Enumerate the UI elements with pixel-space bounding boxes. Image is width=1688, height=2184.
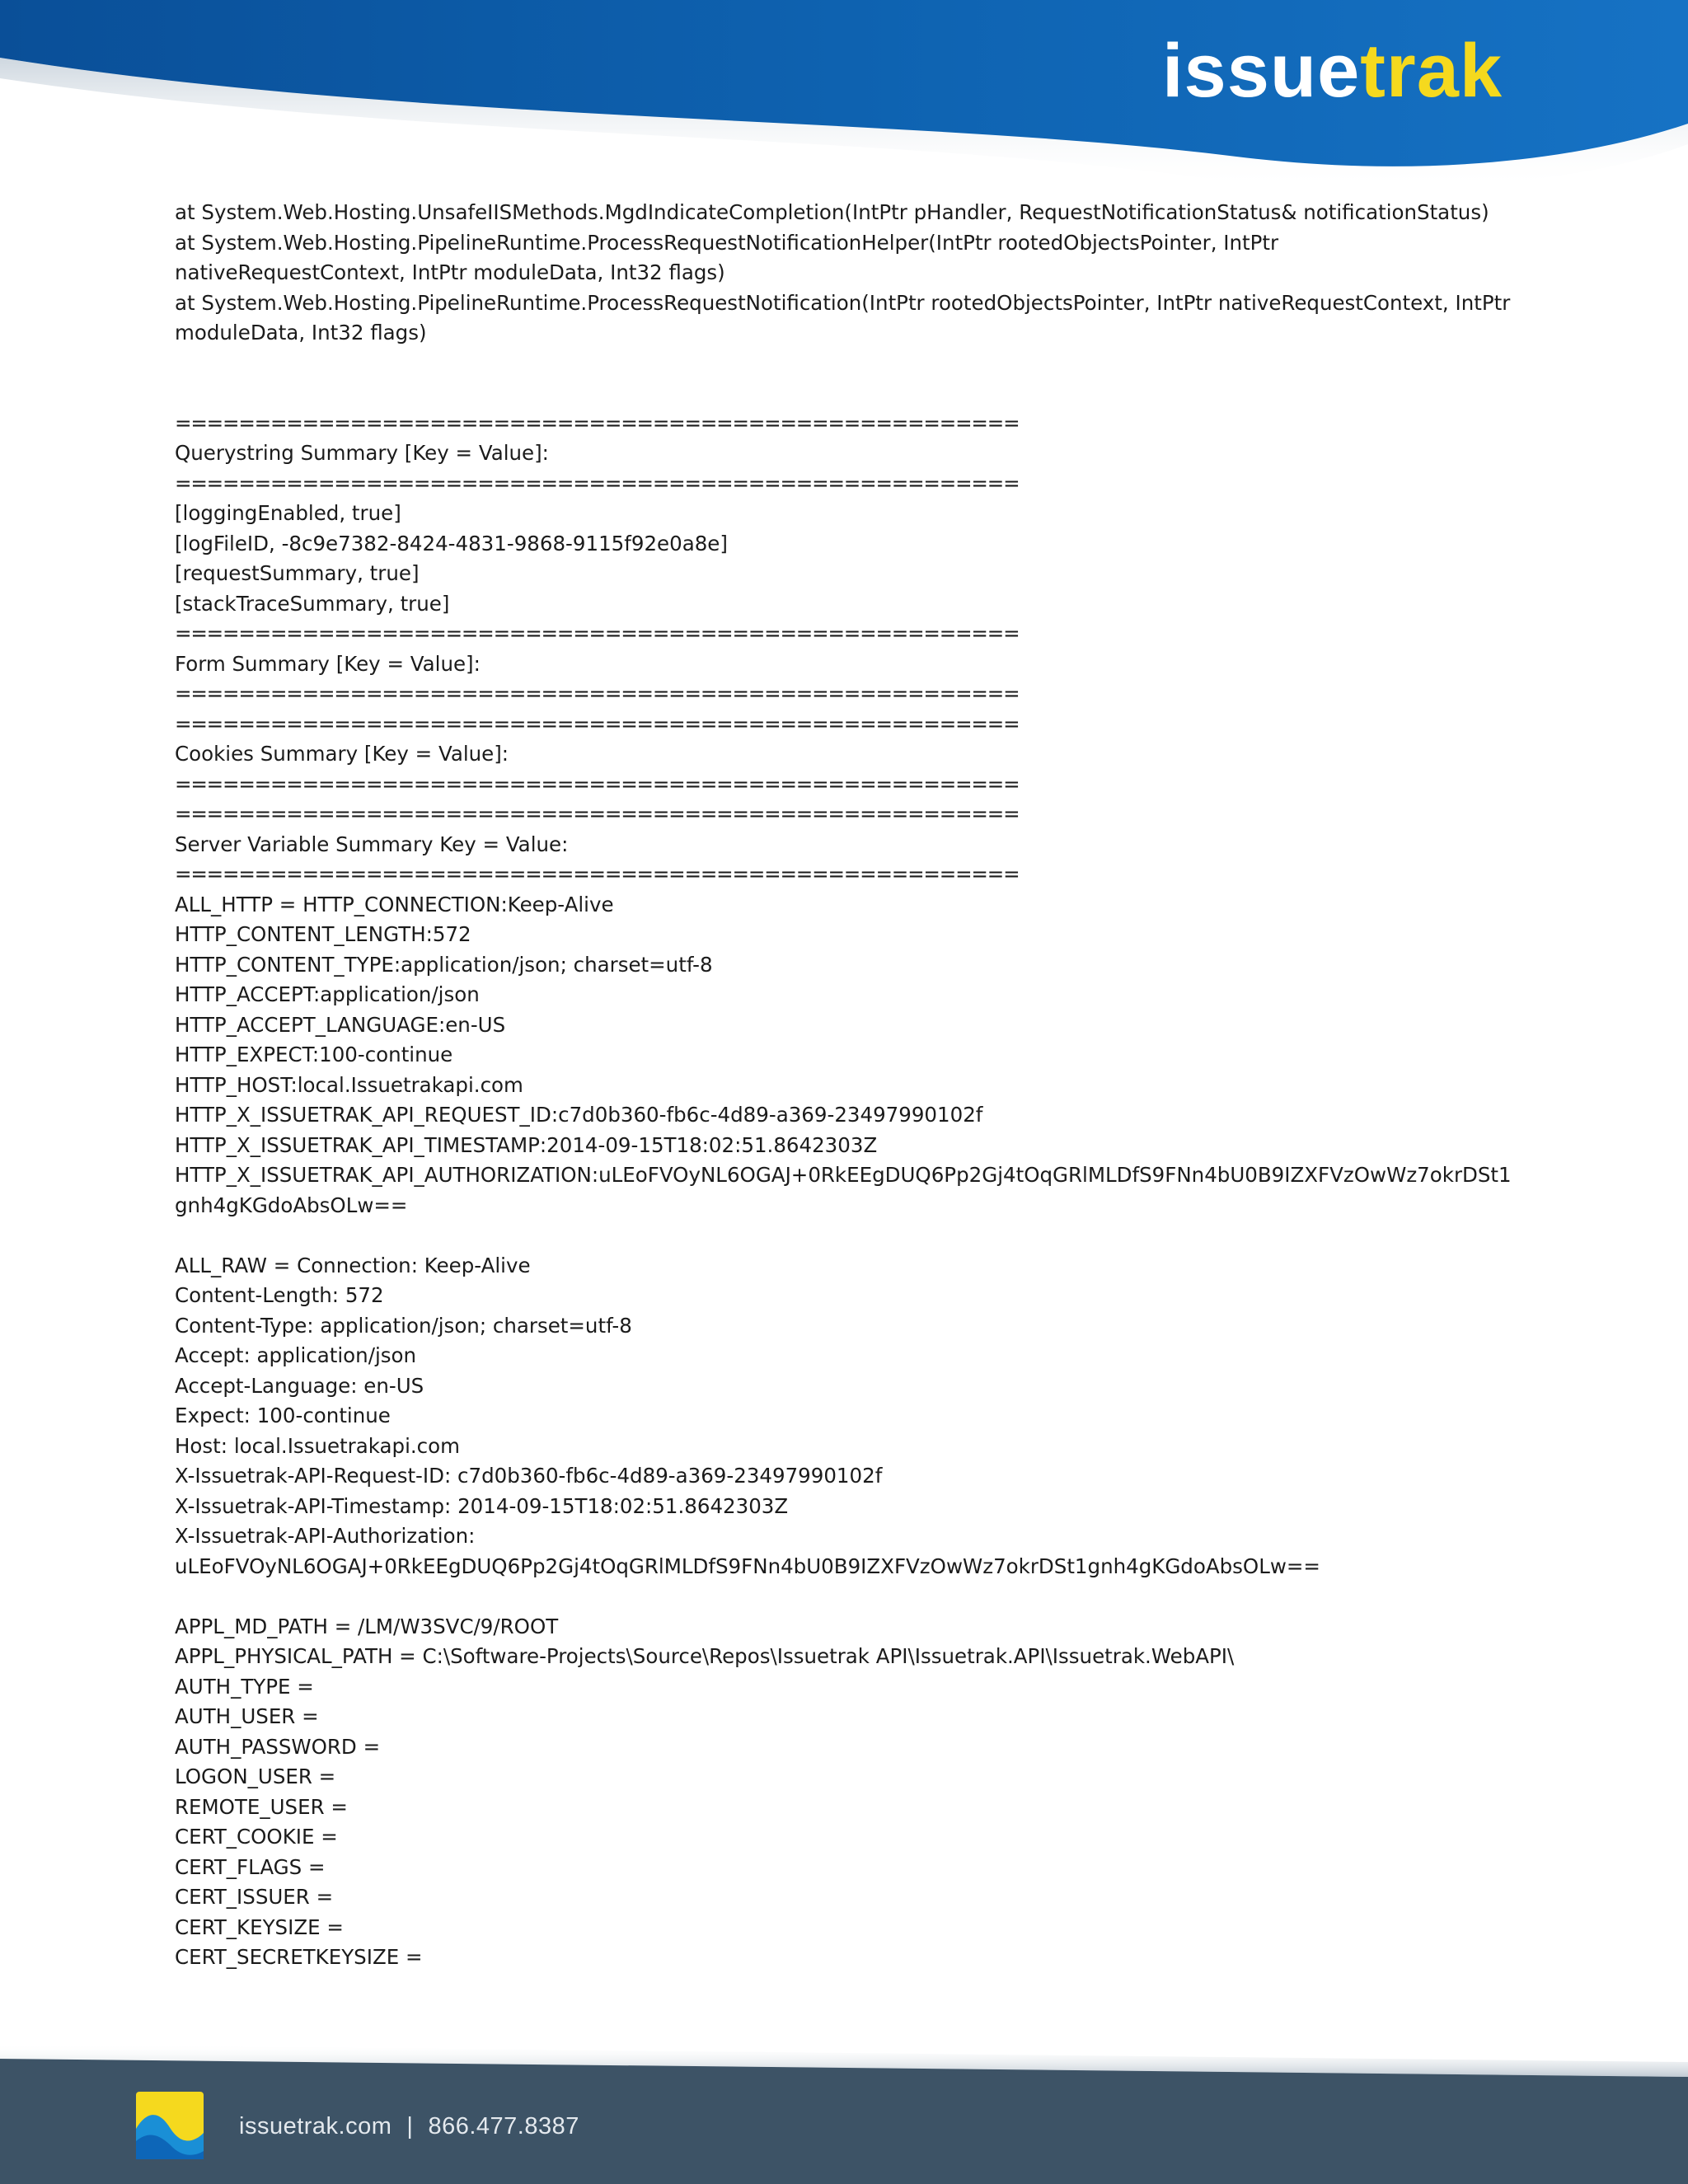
log-line: HTTP_X_ISSUETRAK_API_AUTHORIZATION:uLEoFVOyNL6OGAJ+0RkEEgDUQ6Pp2Gj4tOqGRlMLDfS9FNn4bU0B9IZXFVzOwWz7okrDSt1	[175, 1163, 1512, 1187]
log-line: HTTP_X_ISSUETRAK_API_TIMESTAMP:2014-09-15T18:02:51.8642303Z	[175, 1132, 878, 1157]
log-line: CERT_FLAGS =	[175, 1854, 326, 1879]
log-line: [requestSummary, true]	[175, 561, 420, 585]
log-line: [logFileID, -8c9e7382-8424-4831-9868-9115f92e0a8e]	[175, 531, 728, 555]
separator-line: =====================================================	[175, 711, 1020, 736]
log-line: Host: local.Issuetrakapi.com	[175, 1433, 460, 1458]
log-line: APPL_PHYSICAL_PATH = C:\Software-Projects\Source\Repos\Issuetrak API\Issuetrak.API\Issuetrak.WebAPI\	[175, 1644, 1235, 1668]
log-line: Form Summary [Key = Value]:	[175, 651, 481, 676]
log-line: APPL_MD_PATH = /LM/W3SVC/9/ROOT	[175, 1614, 559, 1638]
issuetrak-logo	[1162, 29, 1503, 113]
log-line: X-Issuetrak-API-Request-ID: c7d0b360-fb6c-4d89-a369-23497990102f	[175, 1464, 883, 1488]
footer-website-link[interactable]: issuetrak.com	[239, 2113, 392, 2139]
blank-line	[175, 1582, 1543, 1612]
log-document-body	[175, 198, 1543, 1973]
log-line: at System.Web.Hosting.UnsafeIISMethods.MgdIndicateCompletion(IntPtr pHandler, RequestNotificationStatus& notificationStatus)	[175, 200, 1489, 224]
log-line: Cookies Summary [Key = Value]:	[175, 742, 509, 766]
log-line: CERT_ISSUER =	[175, 1885, 334, 1909]
blank-line	[175, 378, 1543, 409]
footer-separator: |	[406, 2113, 414, 2139]
log-line: Querystring Summary [Key = Value]:	[175, 441, 549, 465]
logo-text-issue: issue	[1162, 29, 1361, 113]
separator-line: =====================================================	[175, 771, 1020, 796]
log-line: HTTP_EXPECT:100-continue	[175, 1043, 453, 1066]
log-line: ALL_RAW = Connection: Keep-Alive	[175, 1253, 531, 1277]
log-line: Accept: application/json	[175, 1343, 417, 1367]
log-line: Server Variable Summary Key = Value:	[175, 832, 569, 856]
log-line: [loggingEnabled, true]	[175, 501, 401, 525]
separator-line: =====================================================	[175, 471, 1020, 495]
log-line: AUTH_PASSWORD =	[175, 1734, 381, 1759]
log-line: X-Issuetrak-API-Timestamp: 2014-09-15T18:02:51.8642303Z	[175, 1493, 789, 1518]
separator-line: =====================================================	[175, 682, 1020, 705]
log-line: AUTH_TYPE =	[175, 1674, 314, 1699]
log-line: [stackTraceSummary, true]	[175, 591, 450, 616]
log-line: HTTP_CONTENT_TYPE:application/json; charset=utf-8	[175, 952, 713, 977]
log-line: at System.Web.Hosting.PipelineRuntime.ProcessRequestNotification(IntPtr rootedObjectsPointer, IntPtr nativeRequestContext, IntPtr	[175, 290, 1511, 315]
log-line: at System.Web.Hosting.PipelineRuntime.ProcessRequestNotificationHelper(IntPtr rootedObjectsPointer, IntPtr	[175, 230, 1279, 255]
log-line: Expect: 100-continue	[175, 1404, 391, 1427]
blank-line	[175, 1221, 1543, 1251]
log-line: Content-Type: application/json; charset=utf-8	[175, 1313, 632, 1338]
log-line: HTTP_ACCEPT_LANGUAGE:en-US	[175, 1012, 506, 1037]
separator-line: =====================================================	[175, 621, 1020, 645]
log-line: moduleData, Int32 flags)	[175, 321, 427, 344]
blank-line	[175, 349, 1543, 379]
log-line: nativeRequestContext, IntPtr moduleData, Int32 flags)	[175, 260, 725, 284]
log-line: CERT_KEYSIZE =	[175, 1915, 344, 1939]
log-line: REMOTE_USER =	[175, 1794, 348, 1819]
separator-line: =====================================================	[175, 802, 1020, 826]
log-line: uLEoFVOyNL6OGAJ+0RkEEgDUQ6Pp2Gj4tOqGRlMLDfS9FNn4bU0B9IZXFVzOwWz7okrDSt1gnh4gKGdoAbsOLw==	[175, 1554, 1320, 1578]
log-line: HTTP_X_ISSUETRAK_API_REQUEST_ID:c7d0b360-fb6c-4d89-a369-23497990102f	[175, 1103, 983, 1127]
log-line: HTTP_HOST:local.Issuetrakapi.com	[175, 1072, 523, 1097]
log-line: HTTP_ACCEPT:application/json	[175, 982, 480, 1006]
log-line: LOGON_USER =	[175, 1765, 336, 1788]
footer-contact	[239, 2113, 579, 2140]
log-line: Content-Length: 572	[175, 1283, 384, 1307]
log-line: HTTP_CONTENT_LENGTH:572	[175, 922, 471, 946]
log-line: CERT_SECRETKEYSIZE =	[175, 1945, 423, 1969]
separator-line: =====================================================	[175, 410, 1020, 435]
issuetrak-wave-icon	[136, 2092, 204, 2159]
log-line: X-Issuetrak-API-Authorization:	[175, 1524, 476, 1548]
log-line: Accept-Language: en-US	[175, 1373, 424, 1398]
log-line: CERT_COOKIE =	[175, 1825, 338, 1849]
log-line: AUTH_USER =	[175, 1704, 319, 1728]
log-line: gnh4gKGdoAbsOLw==	[175, 1193, 408, 1217]
logo-text-trak: trak	[1360, 29, 1503, 113]
log-line: ALL_HTTP = HTTP_CONNECTION:Keep-Alive	[175, 892, 614, 916]
separator-line: =====================================================	[175, 862, 1020, 886]
footer-phone: 866.477.8387	[428, 2113, 579, 2139]
